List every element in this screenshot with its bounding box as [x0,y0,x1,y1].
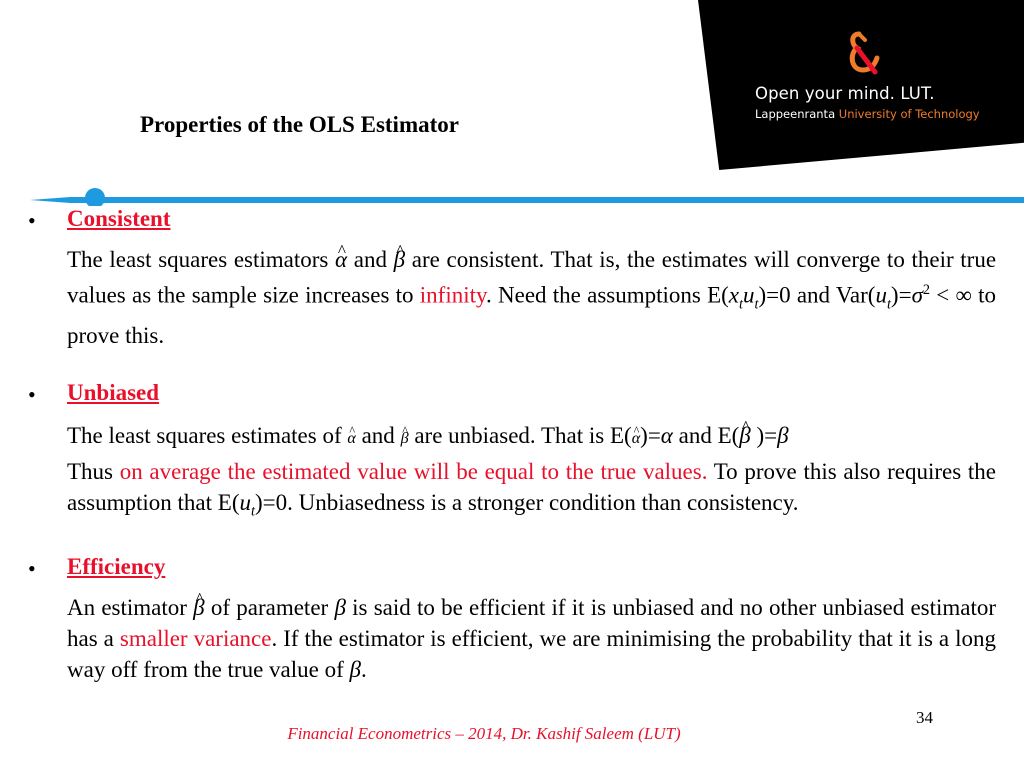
page-title: Properties of the OLS Estimator [140,112,459,137]
page-number: 34 [916,708,933,727]
beta-hat-symbol: ^ β [394,244,405,275]
alpha-hat-symbol: ^ α [335,244,347,275]
heading-consistent: Consistent [67,206,171,231]
paragraph-unbiased-explanation: Thus on average the estimated value will be equal to the true values. To prove this also requires the assumption that $E(u_t)=0$. Unbiasedness is a stronger condition than consistency. [67,459,996,520]
heading-efficiency: Efficiency [67,554,166,579]
bullet-icon: • [28,208,36,233]
heading-unbiased: Unbiased [67,380,160,405]
bullet-icon: • [28,556,36,581]
efficiency-highlight: smaller variance [119,626,272,651]
title-divider [30,186,1024,206]
infinity-highlight: infinity [419,282,487,308]
lut-ampersand-logo-icon [845,30,881,80]
paragraph-consistent: The least squares estimators ^ α and ^ β are consistent. That is, the estimates will converge to their true values as the sample size increases to infinity. Need the assumptions $E(x_tu_t)=0$ and $Var(u_t)=\sigma^2$ < ∞ to prove this. [67,244,996,351]
logo-university-name: Lappeenranta University of Technology [755,107,980,121]
footer-text: Financial Econometrics – 2014, Dr. Kashif Saleem (LUT) [287,724,681,743]
unbiased-highlight: on average the estimated value will be equal to the true values. [119,459,708,484]
logo-tagline: Open your mind. LUT. [755,84,935,103]
bullet-icon: • [28,382,36,407]
paragraph-unbiased-definition: The least squares estimates of ^ α and ^ β are unbiased. That is E(^ α)=α and E(^ β )=β [67,420,996,454]
paragraph-efficiency: An estimator ^ β of parameter β is said to be efficient if it is unbiased and no other unbiased estimator has a smaller variance. If the estimator is efficient, we are minimising the probability that it is a long way off from the true value of β. [67,592,996,685]
